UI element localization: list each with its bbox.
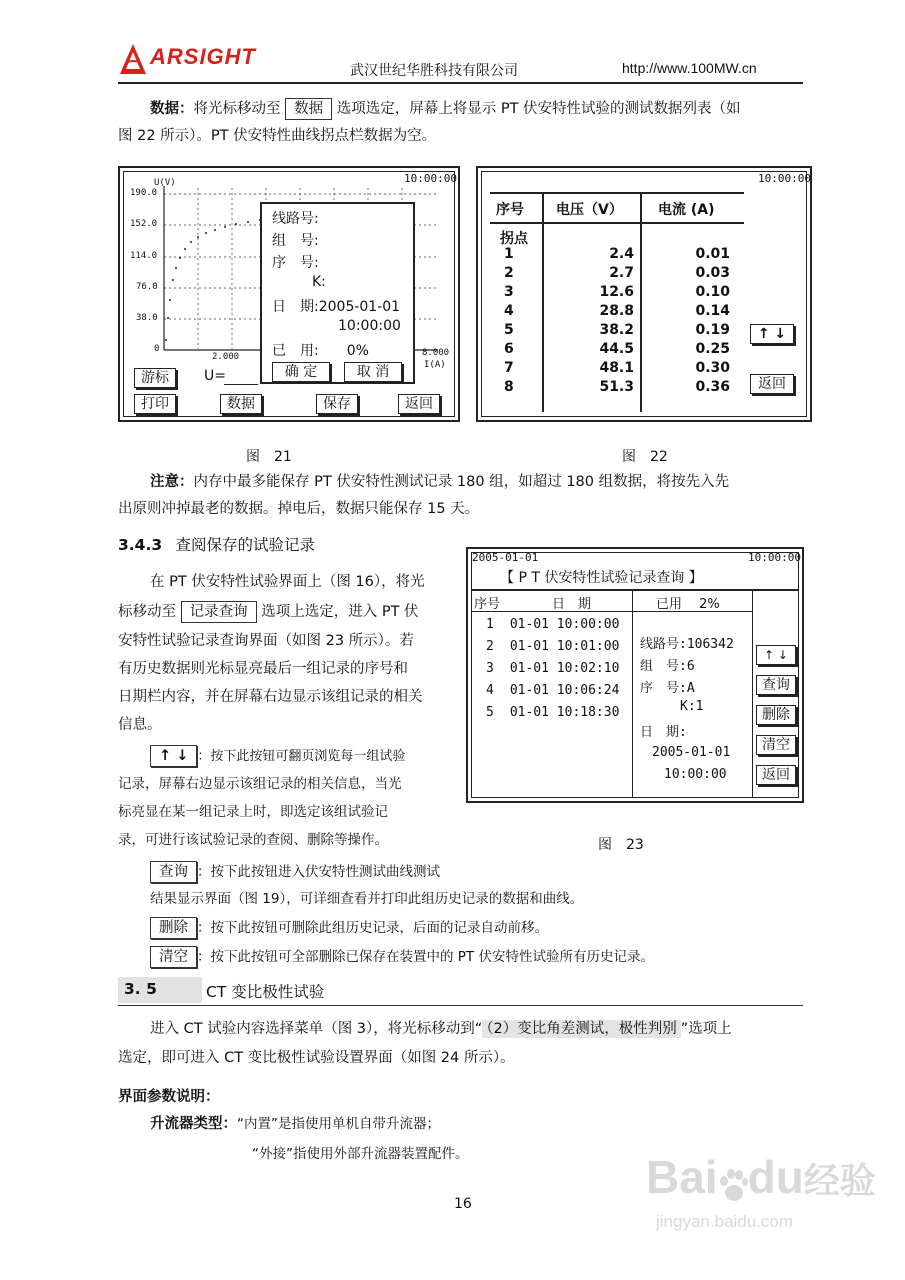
fig23-info-line: 线路号:106342 bbox=[640, 637, 734, 652]
fig23-record-seq: 5 bbox=[486, 705, 494, 720]
sec343-p2-line4: 录，可进行该试验记录的查阅、删除等操作。 bbox=[118, 832, 388, 848]
fig21-info-dialog bbox=[260, 202, 415, 384]
delete-button-label: 删除 bbox=[150, 917, 197, 939]
sec35-p1a: 进入 CT 试验内容选择菜单（图 3），将光标移动到“ bbox=[150, 1021, 483, 1037]
sarsight-logo-icon bbox=[118, 42, 148, 76]
fig23-col-used: 已用 2% bbox=[656, 597, 720, 612]
figure-23-caption: 图 23 bbox=[598, 837, 644, 853]
fig23-query-button[interactable]: 查询 bbox=[756, 675, 796, 695]
fig21-xtick-8: 8.000 bbox=[422, 348, 450, 358]
fig21-ytick-114: 114.0 bbox=[130, 251, 158, 261]
fig22-row-current: 0.14 bbox=[695, 303, 730, 319]
fig23-col-seq: 序号 bbox=[474, 597, 501, 612]
fig23-record-seq: 1 bbox=[486, 617, 494, 632]
sec35-p1b: ”选项上 bbox=[680, 1021, 732, 1037]
fig23-info-group: 组 号:6 bbox=[640, 659, 695, 674]
sec343-p1-line6: 信息。 bbox=[118, 717, 162, 733]
menu-option-highlight: （2）变比角差测试，极性判别 bbox=[482, 1020, 680, 1038]
param1-text1: “内置”是指使用单机自带升流器； bbox=[237, 1116, 440, 1132]
fig23-record-seq: 3 bbox=[486, 661, 494, 676]
fig22-header-seq: 序号 bbox=[496, 202, 524, 218]
fig21-ytick-190: 190.0 bbox=[130, 188, 158, 198]
sec343-delete-line bbox=[150, 916, 548, 941]
fig23-info-k: K:1 bbox=[680, 699, 704, 714]
clear-button-label: 清空 bbox=[150, 946, 197, 968]
intro-text1: 将光标移动至 bbox=[193, 101, 281, 117]
fig21-info-time: 10:00:00 bbox=[338, 318, 401, 334]
sec35-p1-line2: 选定，即可进入 CT 变比极性试验设置界面（如图 24 所示）。 bbox=[118, 1050, 515, 1066]
params-heading: 界面参数说明： bbox=[118, 1089, 220, 1105]
record-query-button-label: 记录查询 bbox=[181, 601, 257, 623]
fig22-time: 10:00:00 bbox=[758, 172, 811, 185]
fig21-yaxis-label: U(V) bbox=[154, 178, 176, 188]
sec343-query-line1 bbox=[150, 860, 440, 885]
sec343-p2-line1 bbox=[150, 744, 405, 769]
fig22-row-voltage: 38.2 bbox=[599, 322, 634, 338]
fig21-cursor-button[interactable]: 游标 bbox=[134, 368, 176, 388]
fig21-u-value-underline bbox=[224, 384, 258, 385]
fig23-date: 2005-01-01 bbox=[472, 551, 539, 564]
fig21-xaxis-label: I(A) bbox=[424, 360, 446, 370]
watermark-du: du bbox=[747, 1151, 804, 1203]
fig21-data-button[interactable]: 数据 bbox=[220, 394, 262, 414]
fig21-line-no: 线路号: bbox=[272, 211, 319, 227]
fig22-row-current: 0.36 bbox=[695, 379, 730, 395]
fig23-info-date: 2005-01-01 bbox=[652, 745, 731, 760]
watermark-url: jingyan.baidu.com bbox=[656, 1212, 794, 1231]
fig22-col-divider-1 bbox=[542, 192, 544, 412]
fig22-header-voltage: 电压（V） bbox=[556, 202, 623, 218]
intro-line-1 bbox=[150, 97, 741, 122]
sec343-delete-text: ：按下此按钮可删除此组历史记录，后面的记录自动前移。 bbox=[197, 920, 548, 936]
note-lead: 注意： bbox=[150, 474, 194, 490]
fig21-time: 10:00:00 bbox=[404, 172, 457, 185]
fig23-clear-button[interactable]: 清空 bbox=[756, 735, 796, 755]
sec343-p1-2b: 选项上选定，进入 PT 伏 bbox=[261, 604, 419, 620]
fig23-record-row[interactable] bbox=[486, 683, 619, 698]
fig22-row-seq: 7 bbox=[504, 360, 514, 376]
param1-line2: “外接”指使用外部升流器装置配件。 bbox=[252, 1146, 469, 1162]
section-35-number: 3. 5 bbox=[124, 980, 157, 998]
fig21-save-button[interactable]: 保存 bbox=[316, 394, 358, 414]
fig22-row-current: 0.25 bbox=[695, 341, 730, 357]
fig22-row-voltage: 28.8 bbox=[599, 303, 634, 319]
section-343-title: 查阅保存的试验记录 bbox=[175, 536, 316, 554]
fig21-ok-button[interactable]: 确 定 bbox=[272, 362, 330, 382]
sec343-p1-line3: 安特性试验记录查询界面（如图 23 所示）。若 bbox=[118, 633, 414, 649]
section-343-number: 3.4.3 bbox=[118, 536, 163, 554]
fig23-back-button[interactable]: 返回 bbox=[756, 765, 796, 785]
fig21-ytick-0: 0 bbox=[154, 344, 160, 354]
fig21-u-label: U= bbox=[204, 368, 226, 384]
fig23-record-datetime: 01-01 10:01:00 bbox=[509, 639, 620, 654]
sec343-p2-line2: 记录，屏幕右边显示该组记录的相关信息，当光 bbox=[118, 776, 402, 792]
fig21-ytick-38: 38.0 bbox=[136, 313, 158, 323]
section-343-heading bbox=[118, 533, 315, 555]
note-text: 内存中最多能保存 PT 伏安特性测试记录 180 组，如超过 180 组数据，将按先入先 bbox=[193, 474, 730, 490]
sec343-query-line2: 结果显示界面（图 19），可详细查看并打印此组历史记录的数据和曲线。 bbox=[150, 891, 584, 907]
fig22-back-button[interactable]: 返回 bbox=[750, 374, 794, 394]
fig23-updown-button[interactable]: ↑ ↓ bbox=[756, 645, 796, 665]
fig22-row-voltage: 2.4 bbox=[609, 246, 634, 262]
section-35-underline bbox=[118, 1005, 803, 1006]
fig21-xtick-2: 2.000 bbox=[212, 352, 240, 362]
fig22-row-current: 0.01 bbox=[695, 246, 730, 262]
fig23-col-divider-1 bbox=[632, 589, 633, 797]
fig22-row-voltage: 51.3 bbox=[599, 379, 634, 395]
company-url: http://www.100MW.cn bbox=[622, 60, 757, 76]
figure-21-panel bbox=[118, 166, 460, 422]
fig21-ytick-152: 152.0 bbox=[130, 219, 158, 229]
param1-line1 bbox=[150, 1112, 440, 1137]
fig22-col-divider-2 bbox=[640, 192, 642, 412]
fig22-header-current: 电流 (A) bbox=[658, 202, 715, 218]
fig22-row-seq: 4 bbox=[504, 303, 514, 319]
header-divider bbox=[118, 82, 803, 84]
intro-text2: 选项选定，屏幕上将显示 PT 伏安特性试验的测试数据列表（如 bbox=[336, 101, 741, 117]
fig23-record-row[interactable] bbox=[486, 661, 619, 676]
fig22-knee-label: 拐点 bbox=[500, 231, 528, 247]
fig22-row-seq: 2 bbox=[504, 265, 514, 281]
figure-23-panel bbox=[466, 547, 804, 803]
intro-line-2: 图 22 所示）。PT 伏安特性曲线拐点栏数据为空。 bbox=[118, 128, 437, 144]
section-35-title: CT 变比极性试验 bbox=[206, 983, 325, 1001]
fig23-record-seq: 4 bbox=[486, 683, 494, 698]
fig23-col-divider-2 bbox=[752, 589, 753, 797]
fig22-row-seq: 3 bbox=[504, 284, 514, 300]
sec343-p1-line4: 有历史数据则光标显亮最后一组记录的序号和 bbox=[118, 661, 408, 677]
fig21-curve-points bbox=[165, 219, 261, 341]
note-line-2: 出原则冲掉最老的数据。掉电后，数据只能保存 15 天。 bbox=[118, 501, 480, 517]
fig21-print-button[interactable]: 打印 bbox=[134, 394, 176, 414]
fig22-row-seq: 1 bbox=[504, 246, 514, 262]
sec343-query-1: ：按下此按钮进入伏安特性测试曲线测试 bbox=[197, 864, 440, 880]
fig23-record-row[interactable] bbox=[486, 705, 619, 720]
sec343-p1-line1: 在 PT 伏安特性试验界面上（图 16），将光 bbox=[150, 574, 425, 590]
fig23-col-date: 日 期 bbox=[552, 597, 592, 612]
param1-label: 升流器类型： bbox=[150, 1116, 237, 1132]
fig23-title-divider bbox=[471, 589, 799, 591]
fig22-row-current: 0.30 bbox=[695, 360, 730, 376]
sec343-p2-1: ：按下此按钮可翻页浏览每一组试验 bbox=[197, 749, 406, 764]
sec35-p1-line1 bbox=[150, 1017, 732, 1042]
fig22-row-voltage: 44.5 bbox=[599, 341, 634, 357]
fig23-record-datetime: 01-01 10:02:10 bbox=[509, 661, 620, 676]
fig23-record-datetime: 01-01 10:18:30 bbox=[509, 705, 620, 720]
fig23-record-seq: 2 bbox=[486, 639, 494, 654]
query-button-label: 查询 bbox=[150, 861, 197, 883]
fig23-record-datetime: 01-01 10:06:24 bbox=[509, 683, 620, 698]
company-name: 武汉世纪华胜科技有限公司 bbox=[350, 63, 518, 79]
paw-icon bbox=[718, 1162, 748, 1200]
fig21-date: 日 期:2005-01-01 bbox=[272, 299, 401, 315]
fig21-k: K: bbox=[312, 274, 326, 290]
fig22-row-voltage: 12.6 bbox=[599, 284, 634, 300]
fig22-row-voltage: 2.7 bbox=[609, 265, 634, 281]
fig22-row-seq: 5 bbox=[504, 322, 514, 338]
data-button-label: 数据 bbox=[285, 98, 332, 120]
fig21-used: 已 用: 0% bbox=[272, 343, 369, 359]
fig21-seq: 序 号: bbox=[272, 255, 319, 271]
fig23-record-row[interactable] bbox=[486, 617, 619, 632]
figure-22-caption: 图 22 bbox=[622, 449, 668, 465]
fig22-row-voltage: 48.1 bbox=[599, 360, 634, 376]
sec343-p1-2a: 标移动至 bbox=[118, 604, 176, 620]
watermark-bai: Bai bbox=[646, 1151, 718, 1203]
fig22-row-seq: 8 bbox=[504, 379, 514, 395]
fig21-cancel-button[interactable]: 取 消 bbox=[344, 362, 402, 382]
fig23-delete-button[interactable]: 删除 bbox=[756, 705, 796, 725]
fig23-info-seq: 序 号:A bbox=[640, 681, 695, 696]
fig22-row-current: 0.03 bbox=[695, 265, 730, 281]
fig21-ytick-76: 76.0 bbox=[136, 282, 158, 292]
figure-22-panel bbox=[476, 166, 812, 422]
figure-21-caption: 图 21 bbox=[246, 449, 292, 465]
fig22-row-current: 0.19 bbox=[695, 322, 730, 338]
watermark-jingyan: 经验 bbox=[803, 1160, 876, 1201]
logo-text: ARSIGHT bbox=[150, 44, 256, 69]
fig22-row-seq: 6 bbox=[504, 341, 514, 357]
fig23-record-datetime: 01-01 10:00:00 bbox=[509, 617, 620, 632]
fig23-title: 【 P T 伏安特性试验记录查询 】 bbox=[500, 570, 703, 586]
sec343-clear-line bbox=[150, 945, 654, 970]
sec343-p2-line3: 标亮显在某一组记录上时，即选定该组试验记 bbox=[118, 804, 388, 820]
fig22-row-current: 0.10 bbox=[695, 284, 730, 300]
baidu-watermark bbox=[646, 1150, 876, 1204]
fig21-group: 组 号: bbox=[272, 233, 319, 249]
fig21-back-button[interactable]: 返回 bbox=[398, 394, 440, 414]
fig23-time: 10:00:00 bbox=[748, 551, 801, 564]
note-line-1 bbox=[150, 470, 729, 495]
intro-lead: 数据： bbox=[150, 101, 194, 117]
fig22-updown-button[interactable]: ↑ ↓ bbox=[750, 324, 794, 344]
fig23-info-date-label: 日 期: bbox=[640, 725, 687, 740]
fig23-record-row[interactable] bbox=[486, 639, 619, 654]
sec343-p1-line5: 日期栏内容，并在屏幕右边显示该组记录的相关 bbox=[118, 689, 423, 705]
updown-button-label: ↑ ↓ bbox=[150, 745, 197, 767]
sec343-clear-text: ：按下此按钮可全部删除已保存在装置中的 PT 伏安特性试验所有历史记录。 bbox=[197, 949, 654, 965]
sec343-p1-line2 bbox=[118, 600, 419, 625]
fig22-table bbox=[490, 192, 744, 412]
page-number: 16 bbox=[454, 1196, 472, 1212]
fig23-info-time: 10:00:00 bbox=[664, 767, 727, 782]
